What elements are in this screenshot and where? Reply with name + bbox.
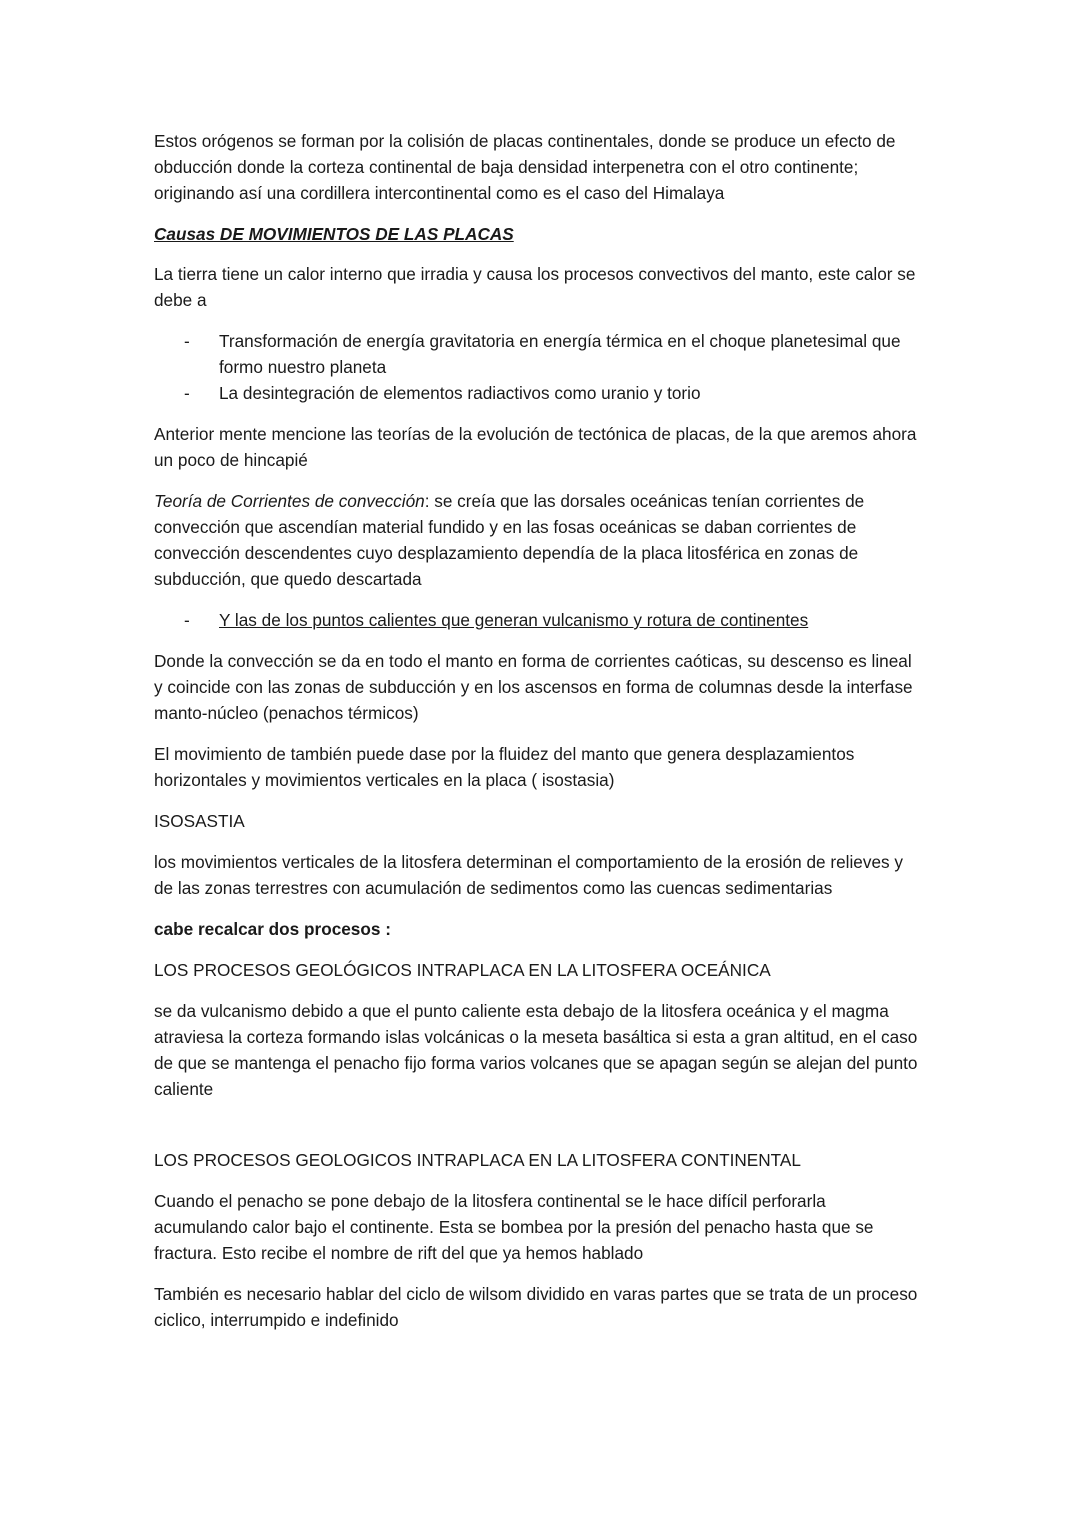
intro-paragraph: Estos orógenos se forman por la colisión de placas continentales, donde se produce un efecto de obducción donde la corteza continental de baja densidad interpenetra con el otro continente; originando así una cordillera intercontinental como es el caso del Himalaya: [154, 131, 896, 203]
hotspots-item-text: Y las de los puntos calientes que generan vulcanismo y rotura de continentes: [219, 610, 809, 630]
two-processes-heading: cabe recalcar dos procesos :: [154, 919, 391, 939]
list-dash: -: [184, 383, 190, 403]
list-item: [154, 328, 924, 380]
section-title: Causas DE MOVIMIENTOS DE LAS PLACAS: [154, 224, 514, 244]
oceanic-title: LOS PROCESOS GEOLÓGICOS INTRAPLACA EN LA LITOSFERA OCEÁNICA: [154, 960, 771, 980]
oceanic-paragraph: se da vulcanismo debido a que el punto caliente esta debajo de la litosfera oceánica y el magma atraviesa la corteza formando islas volcánicas o la meseta basáltica si esta a gran altitud, en el caso de que se mantenga el penacho fijo forma varios volcanes que se apagan según se alejan del punto caliente: [154, 1001, 918, 1099]
list-item-text: La desintegración de elementos radiactivos como uranio y torio: [219, 383, 701, 403]
list-item: [154, 380, 924, 406]
convection-theory-label: Teoría de Corrientes de convección: [154, 491, 425, 511]
list-dash: -: [184, 331, 190, 351]
continental-paragraph: Cuando el penacho se pone debajo de la litosfera continental se le hace difícil perforarla acumulando calor bajo el continente. Esta se bombea por la presión del penacho hasta que se fractura. Esto recibe el nombre de rift del que ya hemos hablado: [154, 1191, 874, 1263]
isostasy-paragraph: los movimientos verticales de la litosfera determinan el comportamiento de la erosión de relieves y de las zonas terrestres con acumulación de sedimentos como las cuencas sedimentarias: [154, 852, 903, 898]
isostasy-title: ISOSASTIA: [154, 811, 245, 831]
heat-causes-list: [154, 328, 924, 406]
wilson-cycle-paragraph: También es necesario hablar del ciclo de wilsom dividido en varas partes que se trata de un proceso ciclico, interrumpido e indefinido: [154, 1284, 918, 1330]
heat-intro-paragraph: La tierra tiene un calor interno que irradia y causa los procesos convectivos del manto, este calor se debe a: [154, 264, 916, 310]
convection-theory-text: : se creía que las dorsales oceánicas tenían corrientes de convección que ascendían material fundido y en las fosas oceánicas se daban corrientes de convección descendentes cuyo desplazamiento dependía de la placa litosférica en zonas de subducción, que quedo descartada: [154, 491, 865, 589]
convection-theory-paragraph: [154, 488, 924, 592]
list-item: [154, 607, 924, 633]
theories-intro-paragraph: Anterior mente mencione las teorías de la evolución de tectónica de placas, de la que aremos ahora un poco de hincapié: [154, 424, 917, 470]
list-item-text: Transformación de energía gravitatoria en energía térmica en el choque planetesimal que formo nuestro planeta: [219, 331, 901, 377]
continental-title: LOS PROCESOS GEOLOGICOS INTRAPLACA EN LA LITOSFERA CONTINENTAL: [154, 1150, 801, 1170]
list-dash: -: [184, 610, 190, 630]
blank-line: [154, 1117, 924, 1147]
chaotic-convection-paragraph: Donde la convección se da en todo el manto en forma de corrientes caóticas, su descenso es lineal y coincide con las zonas de subducción y en los ascensos en forma de columnas desde la interfase manto-núcleo (penachos térmicos): [154, 651, 913, 723]
mantle-fluidity-paragraph: El movimiento de también puede dase por la fluidez del manto que genera desplazamientos horizontales y movimientos verticales en la placa ( isostasia): [154, 744, 855, 790]
document-page: [154, 128, 924, 1348]
hotspots-list: [154, 607, 924, 633]
